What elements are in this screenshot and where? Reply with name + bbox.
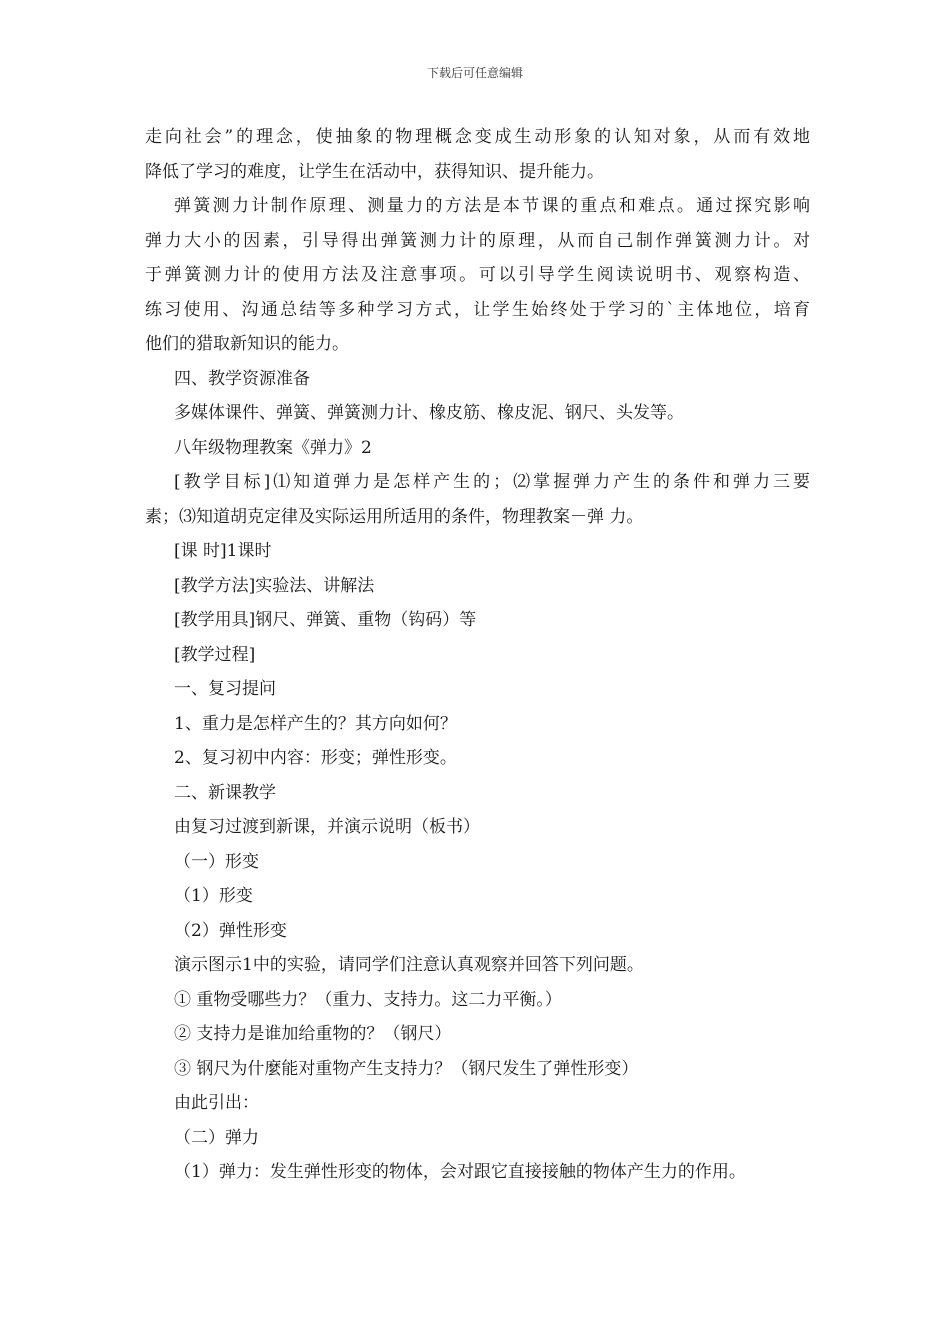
- text-line: （一）形变: [174, 851, 259, 872]
- text-line: 1、重力是怎样产生的？其方向如何？: [174, 713, 457, 734]
- text-line: [教学用具]钢尺、弹簧、重物（钩码）等: [174, 610, 477, 630]
- text-line: 一、复习提问: [174, 679, 276, 699]
- text-line: 练习使用、沟通总结等多种学习方式，让学生始终处于学习的`主体地位，培育: [145, 299, 810, 320]
- text-line: 素；⑶知道胡克定律及实际运用所适用的条件，物理教案－弹 力。: [145, 506, 644, 527]
- text-line: ③ 钢尺为什麼能对重物产生支持力？（钢尺发生了弹性形变）: [174, 1058, 639, 1079]
- text-line: 多媒体课件、弹簧、弹簧测力计、橡皮筋、橡皮泥、钢尺、头发等。: [174, 403, 684, 423]
- text-line: 2、复习初中内容：形变；弹性形变。: [174, 748, 457, 768]
- text-line: （2）弹性形变: [174, 920, 287, 941]
- text-line: （1）弹力：发生弹性形变的物体，会对跟它直接接触的物体产生力的作用。: [174, 1162, 746, 1182]
- text-line: 于弹簧测力计的使用方法及注意事项。可以引导学生阅读说明书、观察构造、: [145, 265, 810, 285]
- text-line: 二、新课教学: [174, 782, 276, 803]
- text-line: 八年级物理教案《弹力》2: [174, 437, 372, 458]
- text-line: 走向社会”的理念，使抽象的物理概念变成生动形象的认知对象，从而有效地: [145, 127, 810, 147]
- text-line: 降低了学习的难度，让学生在活动中，获得知识、提升能力。: [145, 161, 604, 182]
- text-line: 他们的猎取新知识的能力。: [145, 334, 349, 354]
- text-line: [教学目标]⑴知道弹力是怎样产生的；⑵掌握弹力产生的条件和弹力三要: [174, 472, 810, 492]
- document-body: [145, 120, 810, 1190]
- text-line: [教学方法]实验法、讲解法: [174, 575, 375, 596]
- text-line: 由此引出：: [174, 1093, 259, 1113]
- text-line: [教学过程]: [174, 644, 256, 665]
- text-line: 演示图示1中的实验，请同学们注意认真观察并回答下列问题。: [174, 955, 644, 975]
- text-line: 弹力大小的因素，引导得出弹簧测力计的原理，从而自己制作弹簧测力计。对: [145, 230, 810, 251]
- text-line: 由复习过渡到新课，并演示说明（板书）: [174, 817, 480, 837]
- text-line: （二）弹力: [174, 1127, 259, 1148]
- text-line: 四、教学资源准备: [174, 368, 310, 389]
- text-line: [课 时]1课时: [174, 541, 272, 561]
- text-line: ② 支持力是谁加给重物的？（钢尺）: [174, 1024, 452, 1044]
- text-line: 弹簧测力计制作原理、测量力的方法是本节课的重点和难点。通过探究影响: [174, 196, 810, 216]
- text-line: （1）形变: [174, 886, 253, 906]
- page-header: 下载后可任意编辑: [426, 66, 523, 80]
- text-line: ① 重物受哪些力？（重力、支持力。这二力平衡。）: [174, 989, 562, 1010]
